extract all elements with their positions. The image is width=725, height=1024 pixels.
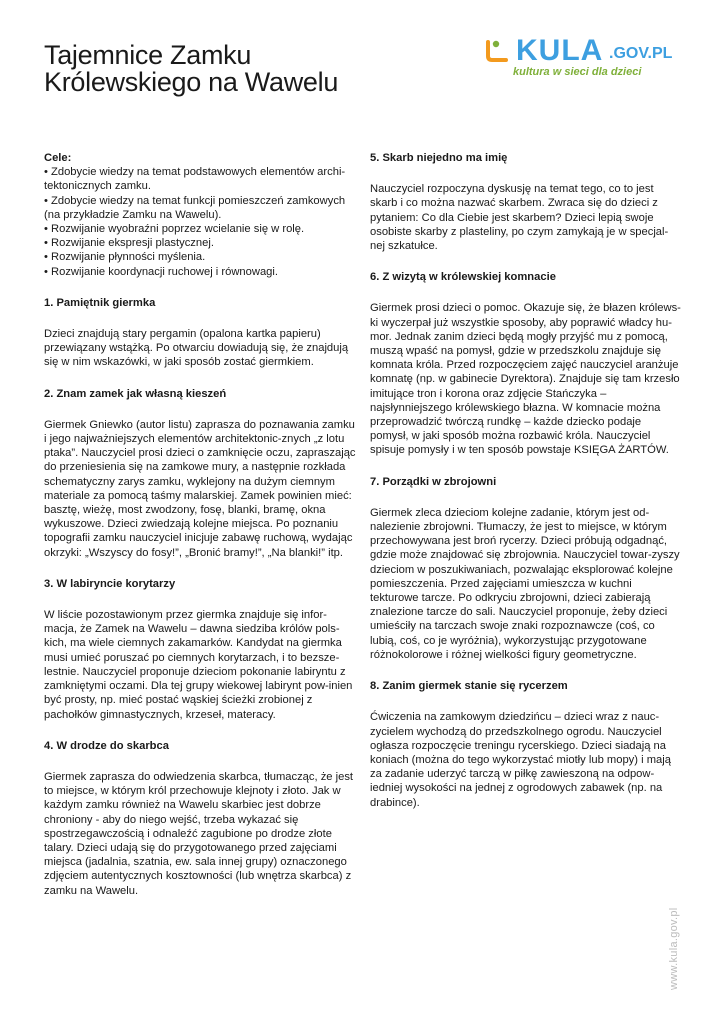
section-heading: 3. W labiryncie korytarzy [44,577,176,590]
goals-heading: Cele: [44,152,72,164]
goal-item: • Rozwijanie koordynacji ruchowej i równowagi. [44,265,358,279]
section-body: Giermek zaprasza do odwiedzenia skarbca, tłumacząc, że jest to miejsce, w którym król przechowuje klejnoty i złoto. Jak w każdym zamku również na Wawelu skarbiec jest dobrze chroniony - aby do niego wejść, trzeba wykazać się spostrzegawczością i odnaleźć zagubione po drodze złote talary. Dzieci udają się do przygotowanego przed zajęciami miejsca (jadalnia, szatnia, ew. sala innej grupy) oznaczonego zdjęciem autentycznych kosztowności (lub wnętrza skarbca) z zamku na Wawelu. [44,770,354,897]
page-title-line-1: Tajemnice Zamku [44,40,252,70]
goal-item: • Rozwijanie płynności myślenia. [44,250,358,264]
section-body: Dzieci znajdują stary pergamin (opalona kartka papieru) przewiązany wstążką. Po otwarciu dowiadują się, że znajdują się w nim wskazówki, w jaki sposób zostać giermkiem. [44,328,349,369]
section-heading: 8. Zanim giermek stanie się rycerzem [370,680,568,693]
page-title [44,42,404,96]
section-body: Giermek Gniewko (autor listu) zaprasza do poznawania zamku i jego najważniejszych elementów architektonic-znych „z lotu ptaka”. Nauczyciel prosi dzieci o zamknięcie oczu, zapraszając do przeniesienia się na zamkowe mury, a następnie rozkłada schematyczny zarys zamku, wyklejony na dużym ciemnym materiale za pomocą taśmy malarskiej. Zamek powinien mieć: basztę, wieżę, most zwodzony, fosę, blanki, bramę, okna wykuszowe. Dzieci zwiedzają kolejne miejsca. Po poznaniu topografii zamku nauczyciel inicjuje zabawę ruchową, wydając okrzyki: „Wszyscy do fosy!”, „Bronić bramy!”, „Na blanki!” itp. [44,418,356,559]
section-body: Ćwiczenia na zamkowym dziedzińcu – dzieci wraz z nauc-zycielem wychodzą do przedszkolnego ogrodu. Nauczyciel ogłasza rozpoczęcie treningu rycerskiego. Dzieci siadają na koniach (można do tego wykorzystać miotły lub mopy) i mają za zadanie uderzyć tarczą w piłkę zawieszoną na odpow-iedniej wysokości na jednej z ogrodowych zabawek (np. na drabince). [370,711,671,809]
section-heading: 4. W drodze do skarbca [44,739,169,752]
kula-logo-mark-icon [484,38,514,64]
section-body: Giermek zleca dzieciom kolejne zadanie, którym jest od-nalezienie zbrojowni. Tłumaczy, że jest to miejsce, w którym przechowywana jest broń rycerzy. Dzieci próbują odgadnąć, gdzie może znajdować się zbrojownia. Nauczyciel towar-zyszy dzieciom w poszukiwaniach, pozwalając eksplorować kolejne pomieszczenia. Przed zajęciami umieszcza w kuchni tekturowe tarcze. Po odkryciu zbrojowni, dzieci zabierają znalezione tarcze do sali. Nauczyciel proponuje, żeby dzieci umieściły na tarczach swoje znaki rozpoznawcze (coś, co lubią, coś, co je wyróżnia), wykorzystując przygotowane różnokolorowe i różnej wielkości figury geometryczne. [370,506,680,661]
goal-item: • Zdobycie wiedzy na temat podstawowych elementów archi-tektonicznych zamku. [44,165,358,193]
section-heading: 2. Znam zamek jak własną kieszeń [44,387,227,400]
goal-item: • Rozwijanie ekspresji plastycznej. [44,236,358,250]
logo-wordmark: KULA [516,34,604,67]
section-body: Nauczyciel rozpoczyna dyskusję na temat tego, co to jest skarb i co można nazwać skarbem. Zwraca się do dzieci z pytaniem: Co dla Ciebie jest skarbem? Dzieci lepią swoje osobiste skarby z plasteliny, po czym zamykają je w specjal-nej szkatułce. [370,183,669,253]
section-body: Giermek prosi dzieci o pomoc. Okazuje się, że błazen królews-ki wyczerpał już wszystkie sposoby, aby poprawić władcy hu-mor. Jednak zanim dzieci będą mogły przyjść mu z pomocą, muszą wpaść na pomysł, gdzie w przedszkolu znajduje się komnata króla. Przed rozpoczęciem zajęć nauczyciel aranżuje komnatę (np. w gabinecie Dyrektora). Znajduje się tam krzesło imitujące tron i korona oraz zdjęcie Stańczyka – najsłynniejszego królewskiego błazna. W komnacie można przeprowadzić twórczą rundkę – każde dziecko podaje pomysł, w jaki sposób można rozbawić króla. Nauczyciel spisuje pomysły i w ten sposób powstaje KSIĘGA ŻARTÓW. [370,302,681,457]
section-heading: 5. Skarb niejedno ma imię [370,152,508,164]
left-column [44,151,358,915]
goals-list [44,165,358,279]
goal-item: • Zdobycie wiedzy na temat funkcji pomieszczeń zamkowych (na przykładzie Zamku na Wawelu). [44,194,358,222]
logo-domain: .GOV.PL [609,45,673,62]
logo-tagline: kultura w sieci dla dzieci [513,66,642,78]
section-body: W liście pozostawionym przez giermka znajduje się infor-macja, że Zamek na Wawelu – dawna siedziba królów pols-kich, ma wiele ciemnych zakamarków. Kandydat na giermka musi umieć poruszać po ciemnych korytarzach, i to bezsze-lestnie. Nauczyciel proponuje dzieciom pokonanie labiryntu z zamkniętymi oczami. Dla tej grupy wiekowej labirynt pow-inien być prosty, np. mieć postać wąskiej ścieżki zrobionej z pachołków gimnastycznych, krzeseł, materacy. [44,609,353,721]
section-heading: 7. Porządki w zbrojowni [370,475,497,488]
section-heading: 6. Z wizytą w królewskiej komnacie [370,271,556,284]
section-heading: 1. Pamiętnik giermka [44,296,156,309]
side-url[interactable]: www.kula.gov.pl [668,907,680,990]
kula-logo[interactable] [478,34,688,84]
goal-item: • Rozwijanie wyobraźni poprzez wcielanie się w rolę. [44,222,358,236]
right-column [370,151,682,827]
page-title-line-2: Królewskiego na Wawelu [44,67,339,97]
